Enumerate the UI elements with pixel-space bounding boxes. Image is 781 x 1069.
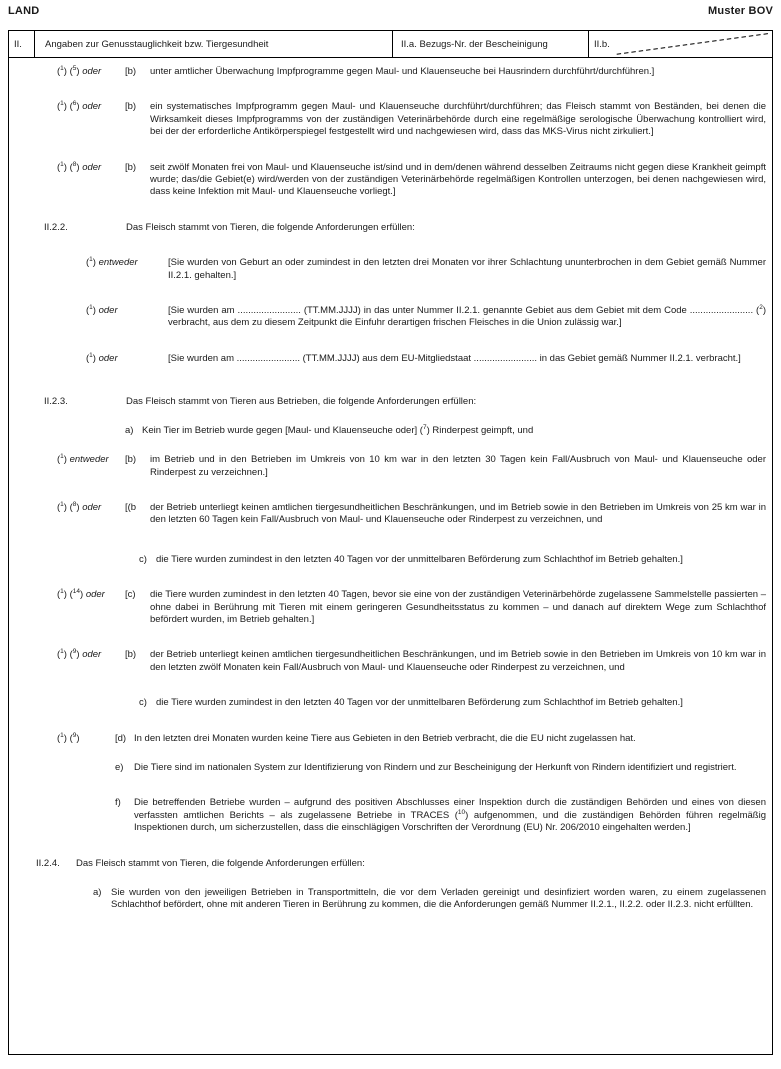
paragraph-row xyxy=(57,454,766,479)
clause-text: Das Fleisch stammt von Tieren, die folgende Anforderungen erfüllen: xyxy=(76,857,365,869)
section-header-row xyxy=(8,30,773,58)
clause-letter: [b) xyxy=(125,454,137,466)
clause-marker: ($^1$) ($^8$) oder xyxy=(57,160,102,173)
clause-text: die Tiere wurden zumindest in den letzten 40 Tagen, bevor sie eine von der zuständigen Veterinärbehörde zugelassene Sammelstelle passierten – ohne dabei in Berührung mit Tieren mit einem geringeren Gesundheitsstatus zu kommen – und danach auf direktem Wege zum Schlachthof befördert wurden, im Betrieb gehalten.] xyxy=(150,589,766,625)
clause-text: [Sie wurden am ........................ (TT.MM.JJJJ) aus dem EU-Mitgliedstaat ........................ in das Gebiet gemäß Nummer II.2.1. verbracht.] xyxy=(168,352,741,364)
paragraph-row xyxy=(86,257,766,282)
paragraph-row xyxy=(57,589,766,626)
clause-marker: ($^1$) ($^9$) xyxy=(57,731,80,744)
clause-letter: c) xyxy=(139,553,147,565)
header-cell-iib: II.b. xyxy=(589,31,772,57)
clause-text: Das Fleisch stammt von Tieren, die folgende Anforderungen erfüllen: xyxy=(126,221,415,233)
clause-number: II.2.3. xyxy=(44,396,68,408)
paragraph-row xyxy=(44,221,766,234)
certificate-body xyxy=(8,57,773,1055)
iib-diagonal-strikeout-line xyxy=(589,31,772,57)
clause-letter: e) xyxy=(115,761,124,773)
clause-text: der Betrieb unterliegt keinen amtlichen tiergesundheitlichen Beschränkungen, und im Betrieb sowie in den Betrieben im Umkreis von 10 km war in den letzten zwölf Monaten kein Fall/Ausbruch von Maul- und Klauenseuche oder Rinderpest zu verzeichnen, und xyxy=(150,649,766,673)
clause-text: die Tiere wurden zumindest in den letzten 40 Tagen vor der unmittelbaren Beförderung zum Schlachthof im Betrieb gehalten.] xyxy=(156,553,683,565)
clause-text: im Betrieb und in den Betrieben im Umkreis von 10 km war in den letzten 30 Tagen kein Fall/Ausbruch von Maul- und Klauenseuche oder Rinderpest zu verzeichnen.] xyxy=(150,454,766,478)
clause-text: Sie wurden von den jeweiligen Betrieben in Transportmitteln, die vor dem Verladen gereinigt und desinfiziert worden waren, zu einem zugelassenen Schlachthof befördert, ohne mit anderen Tieren in Berührung zu kommen, die die Anforderungen gemäß Nummer II.2.1., II.2.2. oder II.2.3. nicht erfüllten. xyxy=(111,887,766,911)
page-topbar xyxy=(8,5,773,17)
clause-text: In den letzten drei Monaten wurden keine Tiere aus Gebieten in den Betrieb verbracht, die die EU nicht zugelassen hat. xyxy=(134,732,636,744)
clause-letter: [b) xyxy=(125,101,137,113)
clause-number: II.2.2. xyxy=(44,221,68,233)
clause-marker: ($^1$) entweder xyxy=(57,452,109,466)
clause-number: II.2.4. xyxy=(36,857,60,869)
clause-text: Kein Tier im Betrieb wurde gegen [Maul- und Klauenseuche oder] ($^7$) Rinderpest geimpft, und xyxy=(142,423,534,436)
paragraph-row xyxy=(57,649,766,674)
clause-letter: [d) xyxy=(115,732,127,744)
clause-text: [Sie wurden am ........................ (TT.MM.JJJJ) in das unter Nummer II.2.1. genannte Gebiet aus dem Gebiet mit dem Code ........................ ($^2$) verbracht, aus dem zu diesem Zeitpunkt die Einfuhr derartigen frischen Fleisches in die Union zulässig war.] xyxy=(168,303,766,329)
clause-marker: ($^1$) entweder xyxy=(86,256,138,269)
paragraph-row xyxy=(115,762,766,774)
paragraph-row xyxy=(139,554,766,566)
clause-marker: ($^1$) ($^5$) oder xyxy=(57,64,102,77)
clause-marker: ($^1$) oder xyxy=(86,303,118,317)
paragraph-row xyxy=(86,305,766,330)
clause-text: ein systematisches Impfprogramm gegen Maul- und Klauenseuche durchführt/durchführen; das Fleisch stammt von Beständen, bei denen die Wirksamkeit dieses Impfprogramms von der zuständigen Veterinärbehörde durch eine regelmäßige serologische Überwachung kontrolliert wird, bei der der erforderliche Antikörperspiegel festgestellt wird und nachgewiesen wird, dass das MKS-Virus nicht zirkuliert.] xyxy=(150,101,766,138)
paragraph-row xyxy=(139,697,766,709)
clause-text: [Sie wurden von Geburt an oder zumindest in den letzten drei Monaten vor ihrer Schlachtung ununterbrochen in dem Gebiet gemäß Nummer II.2.1. gehalten.] xyxy=(168,257,766,281)
clause-marker: ($^1$) oder xyxy=(86,351,118,364)
clause-letter: [(b xyxy=(125,501,137,513)
clause-marker: ($^1$) ($^{14}$) oder xyxy=(57,587,105,601)
clause-text: der Betrieb unterliegt keinen amtlichen tiergesundheitlichen Beschränkungen, und im Betrieb sowie in den Betrieben im Umkreis von 25 km war in den letzten 60 Tagen kein Fall/Ausbruch von Maul- und Klauenseuche oder Rinderpest zu verzeichnen, und xyxy=(150,501,766,526)
clause-letter: [b) xyxy=(125,649,137,661)
clause-letter: [b) xyxy=(125,66,137,77)
clause-text: Die Tiere sind im nationalen System zur Identifizierung von Rindern und zur Bescheinigung der Herkunft von Rindern identifiziert und registriert. xyxy=(134,761,737,773)
muster-bov-label: Muster BOV xyxy=(708,5,773,17)
paragraph-row xyxy=(44,396,766,408)
paragraph-row xyxy=(93,887,766,912)
paragraph-row xyxy=(57,101,766,138)
header-cell-iia-reference: II.a. Bezugs-Nr. der Bescheinigung xyxy=(393,31,589,57)
header-cell-ii: II. xyxy=(9,31,35,57)
land-label: LAND xyxy=(8,5,40,17)
clause-letter: [b) xyxy=(125,161,137,173)
clause-marker: ($^1$) ($^6$) oder xyxy=(57,100,102,113)
clause-letter: c) xyxy=(139,697,147,709)
clause-text: die Tiere wurden zumindest in den letzten 40 Tagen vor der unmittelbaren Beförderung zum Schlachthof im Betrieb gehalten.] xyxy=(156,697,683,709)
paragraph-row xyxy=(57,733,766,745)
paragraph-row xyxy=(57,502,766,527)
clause-text: unter amtlicher Überwachung Impfprogramme gegen Maul- und Klauenseuche bei Hausrindern durchführt/durchführen.] xyxy=(150,66,655,77)
paragraph-row xyxy=(115,797,766,834)
paragraph-row xyxy=(125,425,766,437)
clause-marker: ($^1$) ($^8$) oder xyxy=(57,500,102,513)
clause-text: seit zwölf Monaten frei von Maul- und Klauenseuche ist/sind und in dem/denen während desselben Zeitraums nicht gegen diese Krankheit geimpft wurde; das/die Gebiet(e) wird/werden von der zuständigen Veterinärbehörde regelmäßigen Kontrollen unterzogen, bei denen nachgewiesen wird, dass keine Infektion mit Maul- und Klauenseuche vorliegt.] xyxy=(150,161,766,198)
clause-text: Die betreffenden Betriebe wurden – aufgrund des positiven Abschlusses einer Inspektion durch die zuständigen Behörden und eines von diesen verfassten amtlichen Berichts – als zugelassene Betriebe in TRACES ($^{10}$) aufgenommen, und die zuständigen Behörden führen regelmäßig Inspektionen durch, um sicherzustellen, dass die einschlägigen Vorschriften der Verordnung (EU) Nr. 206/2010 eingehalten werden.] xyxy=(134,797,766,834)
paragraph-row xyxy=(57,66,766,78)
paragraph-row xyxy=(86,353,766,365)
clause-letter: a) xyxy=(93,887,102,898)
paragraph-row xyxy=(57,162,766,199)
clause-letter: [c) xyxy=(125,589,136,601)
clause-letter: a) xyxy=(125,424,134,436)
paragraph-row xyxy=(36,857,766,870)
header-cell-title: Angaben zur Genusstauglichkeit bzw. Tiergesundheit xyxy=(35,31,393,57)
clause-text: Das Fleisch stammt von Tieren aus Betrieben, die folgende Anforderungen erfüllen: xyxy=(126,396,477,408)
clause-marker: ($^1$) ($^9$) oder xyxy=(57,648,102,661)
clause-letter: f) xyxy=(115,797,121,809)
